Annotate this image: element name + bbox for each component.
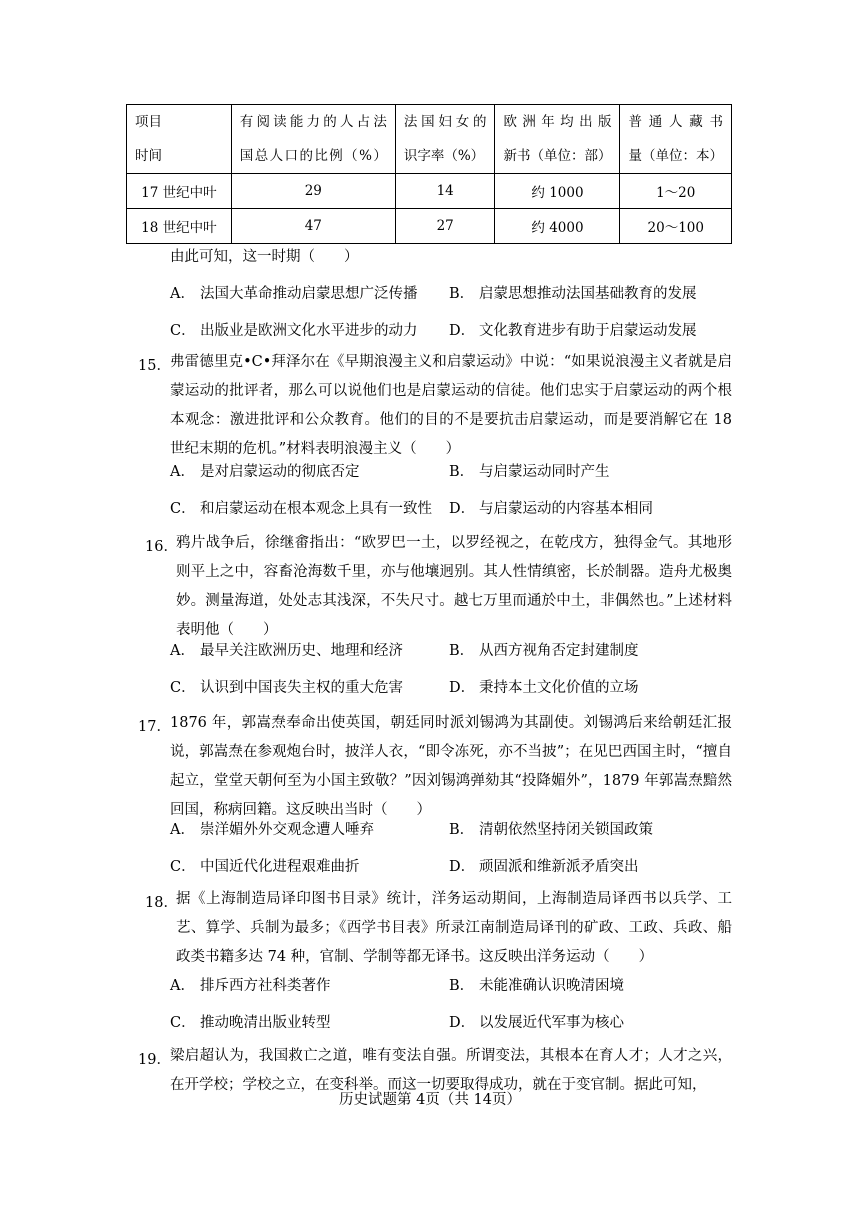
question-15-option-c[interactable]	[170, 497, 432, 518]
option-letter: A．	[170, 822, 195, 838]
option-letter: B．	[449, 978, 475, 994]
question-14-option-c[interactable]	[170, 319, 418, 340]
question-16-option-c[interactable]	[170, 676, 403, 697]
header-text: 新书（单位：部）	[503, 148, 612, 164]
question-15-option-a[interactable]	[170, 460, 360, 481]
option-letter: A．	[170, 464, 195, 480]
question-18-stem	[176, 885, 732, 972]
question-19-number: 19．	[138, 1052, 171, 1068]
option-letter: D．	[449, 501, 476, 517]
option-text: 排斥西方社科类著作	[200, 978, 331, 994]
option-letter: C．	[170, 680, 196, 696]
table-row	[127, 209, 732, 244]
question-15-stem	[170, 348, 732, 464]
header-text: 量（单位：本）	[628, 148, 723, 164]
option-text: 以发展近代军事为核心	[479, 1015, 624, 1031]
option-text: 推动晚清出版业转型	[200, 1015, 331, 1031]
option-text: 与启蒙运动同时产生	[479, 464, 610, 480]
question-15-option-d[interactable]	[449, 497, 653, 518]
question-15-number: 15．	[138, 358, 171, 374]
option-text: 最早关注欧洲历史、地理和经济	[200, 643, 403, 659]
option-text: 文化教育进步有助于启蒙运动发展	[479, 323, 697, 339]
question-16-option-b[interactable]	[449, 639, 639, 660]
question-16-option-d[interactable]	[449, 676, 639, 697]
option-letter: B．	[449, 464, 475, 480]
option-letter: C．	[170, 323, 196, 339]
question-16-option-a[interactable]	[170, 639, 403, 660]
option-letter: B．	[449, 643, 475, 659]
header-cell-reading-ratio	[231, 105, 395, 174]
table-cell: 20～100	[620, 209, 732, 244]
header-cell-book-collection	[620, 105, 732, 174]
option-letter: B．	[449, 822, 475, 838]
table-cell: 17 世纪中叶	[127, 174, 232, 209]
option-text: 认识到中国丧失主权的重大危害	[200, 680, 403, 696]
question-18-option-d[interactable]	[449, 1011, 624, 1032]
question-18-option-c[interactable]	[170, 1011, 331, 1032]
option-letter: A．	[170, 978, 195, 994]
option-text: 崇洋媚外外交观念遭人唾弃	[200, 822, 374, 838]
question-19-stem-text: 梁启超认为，我国救亡之道，唯有变法自强。所谓变法，其根本在育人才；人才之兴，在开学校；学校之立，在变科举。而这一切要取得成功，就在于变官制。据此可知，	[170, 1048, 732, 1093]
table-cell: 约 1000	[495, 174, 620, 209]
option-letter: C．	[170, 859, 196, 875]
option-letter: A．	[170, 286, 195, 302]
header-text: 项目	[135, 114, 162, 130]
question-18-option-a[interactable]	[170, 974, 331, 995]
option-letter: C．	[170, 501, 196, 517]
header-cell-item-time	[127, 105, 232, 174]
table-cell: 27	[395, 209, 495, 244]
option-text: 从西方视角否定封建制度	[479, 643, 639, 659]
header-text: 欧洲年均出版	[503, 114, 612, 130]
option-text: 未能准确认识晚清困境	[479, 978, 624, 994]
question-18-stem-text: 据《上海制造局译印图书目录》统计，洋务运动期间，上海制造局译西书以兵学、工艺、算学、兵制为最多；《西学书目表》所录江南制造局译刊的矿政、工政、兵政、船政类书籍多达 74 种，官制、学制等都无译书。这反映出洋务运动（ ）	[176, 891, 732, 965]
option-text: 是对启蒙运动的彻底否定	[200, 464, 360, 480]
page-footer: 历史试题第 4页（共 14页）	[339, 1092, 521, 1108]
option-letter: D．	[449, 323, 476, 339]
question-15-option-b[interactable]	[449, 460, 610, 481]
option-text: 法国大革命推动启蒙思想广泛传播	[200, 286, 418, 302]
option-text: 出版业是欧洲文化水平进步的动力	[200, 323, 418, 339]
question-17-stem-text: 1876 年，郭嵩焘奉命出使英国，朝廷同时派刘锡鸿为其副使。刘锡鸿后来给朝廷汇报说，郭嵩焘在参观炮台时，披洋人衣，“即令冻死，亦不当披”；在见巴西国主时，“擅自起立，堂堂天朝何至为小国主致敬？”因刘锡鸿弹劾其“投降媚外”，1879 年郭嵩焘黯然回国，称病回籍。这反映出当时（ ）	[170, 715, 732, 818]
option-letter: A．	[170, 643, 195, 659]
header-text: 有阅读能力的人占法	[239, 114, 387, 130]
question-14-option-b[interactable]	[449, 282, 697, 303]
question-17-number: 17．	[138, 719, 171, 735]
header-text: 识字率（%）	[403, 148, 485, 164]
question-17-option-c[interactable]	[170, 855, 360, 876]
question-17-stem	[170, 709, 732, 825]
header-cell-books-published	[495, 105, 620, 174]
option-text: 和启蒙运动在根本观念上具有一致性	[200, 501, 432, 517]
option-text: 中国近代化进程艰难曲折	[200, 859, 360, 875]
question-18-number: 18．	[145, 895, 178, 911]
option-letter: B．	[449, 286, 475, 302]
question-16-stem	[176, 529, 732, 645]
option-text: 与启蒙运动的内容基本相同	[479, 501, 653, 517]
question-14-stem: 由此可知，这一时期（ ）	[170, 249, 359, 265]
question-16-number: 16．	[145, 539, 178, 555]
header-text: 普通人藏书	[628, 114, 723, 130]
option-letter: C．	[170, 1015, 196, 1031]
question-15-stem-text: 弗雷德里克•C•拜泽尔在《早期浪漫主义和启蒙运动》中说：“如果说浪漫主义者就是启蒙运动的批评者，那么可以说他们也是启蒙运动的信徒。他们忠实于启蒙运动的两个根本观念：激进批评和公众教育。他们的目的不是要抗击启蒙运动，而是要消解它在 18 世纪末期的危机。”材料表明浪漫主义（ ）	[170, 354, 732, 457]
table-cell: 14	[395, 174, 495, 209]
header-cell-women-literacy	[395, 105, 495, 174]
question-16-stem-text: 鸦片战争后，徐继畬指出：“欧罗巴一土，以罗经视之，在乾戌方，独得金气。其地形则平上之中，容畜沧海数千里，亦与他壤迥别。其人性情缜密，长於制器。造舟尤极奥妙。测量海道，处处志其浅深，不失尺寸。越七万里而通於中土，非偶然也。”上述材料表明他（ ）	[176, 535, 732, 638]
table-cell: 18 世纪中叶	[127, 209, 232, 244]
option-letter: D．	[449, 1015, 476, 1031]
table-row	[127, 174, 732, 209]
header-text: 法国妇女的	[403, 114, 487, 130]
option-text: 顽固派和维新派矛盾突出	[479, 859, 639, 875]
table-cell: 约 4000	[495, 209, 620, 244]
option-text: 秉持本土文化价值的立场	[479, 680, 639, 696]
statistics-table	[126, 104, 732, 244]
table-cell: 1～20	[620, 174, 732, 209]
question-17-option-d[interactable]	[449, 855, 639, 876]
option-letter: D．	[449, 680, 476, 696]
option-letter: D．	[449, 859, 476, 875]
question-14-option-d[interactable]	[449, 319, 697, 340]
header-text: 时间	[135, 148, 162, 164]
question-18-option-b[interactable]	[449, 974, 624, 995]
table-header-row	[127, 105, 732, 174]
table-cell: 29	[231, 174, 395, 209]
option-text: 清朝依然坚持闭关锁国政策	[479, 822, 653, 838]
question-17-option-a[interactable]	[170, 818, 374, 839]
question-14-option-a[interactable]	[170, 282, 418, 303]
option-text: 启蒙思想推动法国基础教育的发展	[479, 286, 697, 302]
question-17-option-b[interactable]	[449, 818, 653, 839]
header-text: 国总人口的比例（%）	[239, 148, 387, 164]
table-cell: 47	[231, 209, 395, 244]
